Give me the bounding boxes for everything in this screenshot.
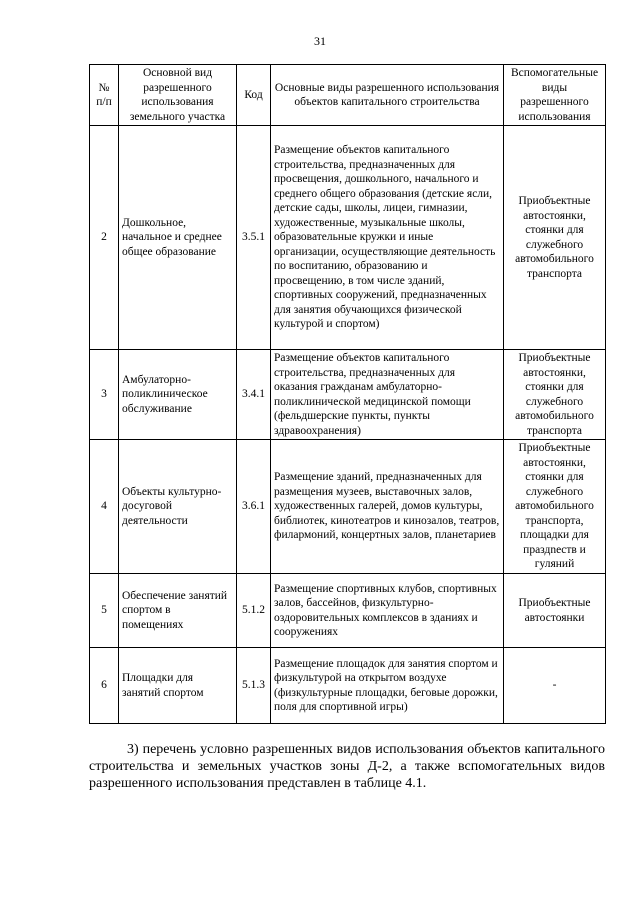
page-number: 31	[314, 34, 326, 48]
row-main: Размещение объектов капитального строительства, предназначенных для просвещения, дошкольного, начального и среднего общего образования (детские ясли, детские сады, школы, лицеи, гимназии, художественные, музыкальные школы, образовательные кружки и иные организации, осуществляющие деятельность по воспитанию, образованию и просвещению, в том числе зданий, спортивных сооружений, предназначенных для занятия обучающихся физической культурой и спортом)	[271, 126, 504, 350]
row-aux: Приобъектные автостоянки, стоянки для служебного автомобильного транспорта	[504, 126, 606, 350]
row-kind: Обеспечение занятий спортом в помещениях	[119, 574, 237, 648]
paragraph-text: 3) перечень условно разрешенных видов использования объектов капитального строительства и земельных участков зоны Д-2, а также вспомогательных видов разрешенного использования представлен в таблице 4.1.	[89, 742, 605, 791]
row-aux: Приобъектные автостоянки, стоянки для служебного автомобильного транспорта	[504, 350, 606, 440]
row-code: 3.6.1	[237, 440, 271, 574]
row-num: 6	[90, 648, 119, 724]
row-num: 4	[90, 440, 119, 574]
row-kind: Объекты культурно-досуговой деятельности	[119, 440, 237, 574]
row-main: Размещение объектов капитального строительства, предназначенных для оказания гражданам амбулаторно-поликлинической медицинской помощи (фельдшерские пункты, пункты здравоохранения)	[271, 350, 504, 440]
land-use-table	[89, 64, 606, 724]
table-row	[90, 574, 606, 648]
row-code: 5.1.3	[237, 648, 271, 724]
row-aux: Приобъектные автостоянки	[504, 574, 606, 648]
row-code: 3.4.1	[237, 350, 271, 440]
row-kind: Площадки для занятий спортом	[119, 648, 237, 724]
header-main: Основные виды разрешенного использования объектов капитального строительства	[271, 65, 504, 126]
table-header-row	[90, 65, 606, 126]
row-main: Размещение спортивных клубов, спортивных залов, бассейнов, физкультурно-оздоровительных комплексов в зданиях и сооружениях	[271, 574, 504, 648]
header-kind: Основной вид разрешенного использования земельного участка	[119, 65, 237, 126]
row-kind: Амбулаторно-поликлиническое обслуживание	[119, 350, 237, 440]
row-num: 3	[90, 350, 119, 440]
row-kind: Дошкольное, начальное и среднее общее образование	[119, 126, 237, 350]
row-code: 3.5.1	[237, 126, 271, 350]
row-num: 2	[90, 126, 119, 350]
header-num: № п/п	[90, 65, 119, 126]
row-main: Размещение зданий, предназначенных для размещения музеев, выставочных залов, художественных галерей, домов культуры, библиотек, кинотеатров и кинозалов, театров, филармоний, концертных залов, планетариев	[271, 440, 504, 574]
row-code: 5.1.2	[237, 574, 271, 648]
table-row	[90, 126, 606, 350]
table-row	[90, 350, 606, 440]
row-num: 5	[90, 574, 119, 648]
header-aux: Вспомогательные виды разрешенного использования	[504, 65, 606, 126]
row-main: Размещение площадок для занятия спортом и физкультурой на открытом воздухе (физкультурные площадки, беговые дорожки, поля для спортивной игры)	[271, 648, 504, 724]
row-aux: Приобъектные автостоянки, стоянки для служебного автомобильного транспорта, площадки для праздneств и гуляний	[504, 440, 606, 574]
table-row	[90, 440, 606, 574]
row-aux: -	[504, 648, 606, 724]
table-row	[90, 648, 606, 724]
header-code: Код	[237, 65, 271, 126]
